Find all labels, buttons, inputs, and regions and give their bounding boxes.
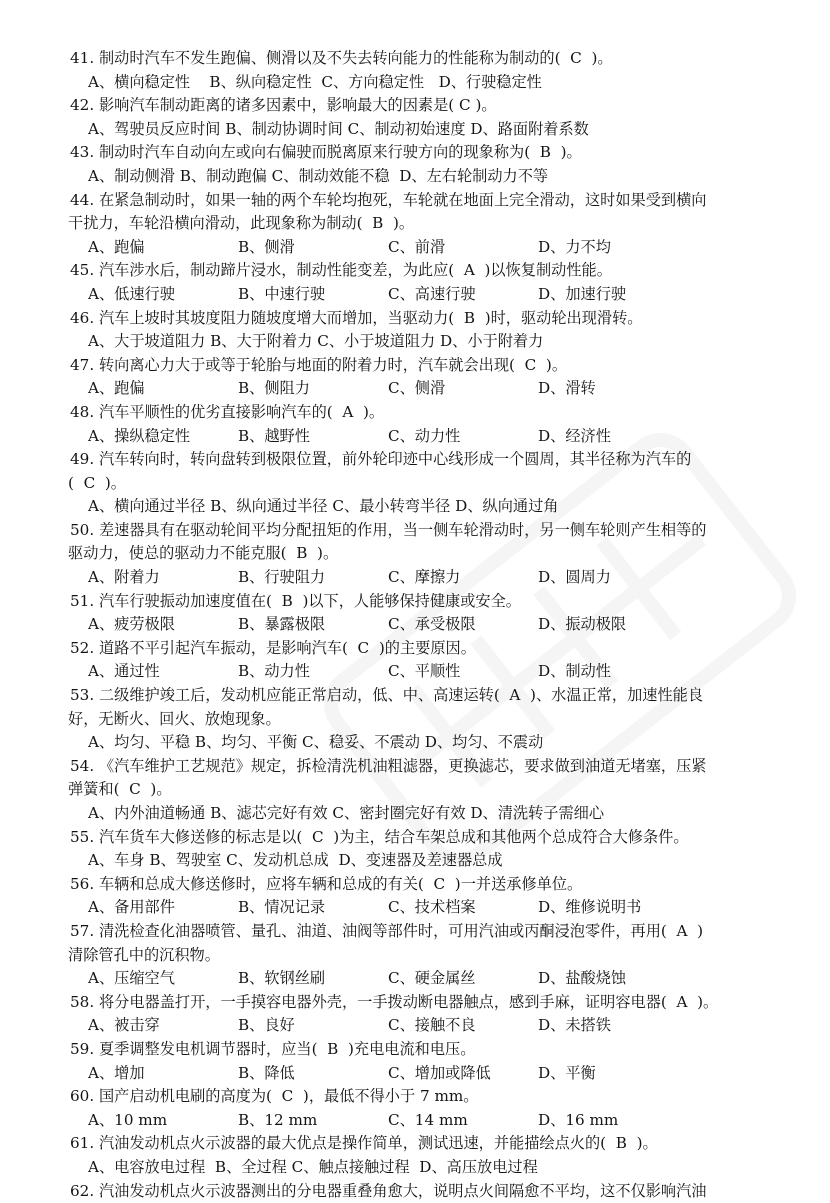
option-a: A、压缩空气 — [88, 967, 175, 991]
option-row — [68, 660, 788, 684]
question-text: 50. 差速器具有在驱动轮间平均分配扭矩的作用，当一侧车轮滑动时，另一侧车轮则产生相等的 — [68, 519, 788, 543]
option-b: B、中速行驶 — [238, 283, 325, 307]
question-text-continued: 弹簧和( C )。 — [68, 778, 788, 802]
question-text-continued: 干扰力，车轮沿横向滑动，此现象称为制动( B )。 — [68, 212, 788, 236]
option-row — [68, 613, 788, 637]
option-row: A、电容放电过程 B、全过程 C、触点接触过程 D、高压放电过程 — [68, 1156, 788, 1180]
option-a: A、10 mm — [88, 1109, 167, 1133]
option-a: A、通过性 — [88, 660, 160, 684]
option-c: C、承受极限 — [388, 613, 476, 637]
option-row: A、制动侧滑 B、制动跑偏 C、制动效能不稳 D、左右轮制动力不等 — [68, 165, 788, 189]
question-text: 58. 将分电器盖打开，一手摸容电器外壳，一手拨动断电器触点，感到手麻，证明容电器( A )。 — [68, 991, 788, 1015]
option-c: C、前滑 — [388, 236, 445, 260]
question-text: 51. 汽车行驶振动加速度值在( B )以下，人能够保持健康或安全。 — [68, 590, 788, 614]
option-c: C、高速行驶 — [388, 283, 476, 307]
question-text: 56. 车辆和总成大修送修时，应将车辆和总成的有关( C )一并送承修单位。 — [68, 873, 788, 897]
question-list — [68, 47, 788, 1203]
question-text: 57. 清洗检查化油器喷管、量孔、油道、油阀等部件时，可用汽油或丙酮浸泡零件，再用( A ) — [68, 920, 788, 944]
option-d: D、平衡 — [538, 1062, 596, 1086]
option-d: D、滑转 — [538, 377, 596, 401]
question-text-continued: 好，无断火、回火、放炮现象。 — [68, 708, 788, 732]
option-b: B、暴露极限 — [238, 613, 325, 637]
option-a: A、疲劳极限 — [88, 613, 175, 637]
option-row — [68, 377, 788, 401]
question-text: 61. 汽油发动机点火示波器的最大优点是操作简单，测试迅速，并能描绘点火的( B )。 — [68, 1132, 788, 1156]
option-c: C、摩擦力 — [388, 566, 460, 590]
option-b: B、降低 — [238, 1062, 295, 1086]
option-c: C、接触不良 — [388, 1014, 476, 1038]
option-d: D、未搭铁 — [538, 1014, 611, 1038]
option-c: C、技术档案 — [388, 896, 476, 920]
question-text: 41. 制动时汽车不发生跑偏、侧滑以及不失去转向能力的性能称为制动的( C )。 — [68, 47, 788, 71]
question-text: 44. 在紧急制动时，如果一轴的两个车轮均抱死，车轮就在地面上完全滑动，这时如果受到横向 — [68, 189, 788, 213]
option-d: D、盐酸烧蚀 — [538, 967, 626, 991]
option-b: B、越野性 — [238, 425, 310, 449]
option-a: A、低速行驶 — [88, 283, 175, 307]
option-a: A、增加 — [88, 1062, 145, 1086]
question-text: 55. 汽车货车大修送修的标志是以( C )为主，结合车架总成和其他两个总成符合大修条件。 — [68, 826, 788, 850]
option-row — [68, 1109, 788, 1133]
option-row — [68, 896, 788, 920]
option-row: A、横向通过半径 B、纵向通过半径 C、最小转弯半径 D、纵向通过角 — [68, 495, 788, 519]
question-text: 43. 制动时汽车自动向左或向右偏驶而脱离原来行驶方向的现象称为( B )。 — [68, 141, 788, 165]
option-row — [68, 566, 788, 590]
option-row: A、横向稳定性 B、纵向稳定性 C、方向稳定性 D、行驶稳定性 — [68, 71, 788, 95]
option-row: A、均匀、平稳 B、均匀、平衡 C、稳妥、不震动 D、均匀、不震动 — [68, 731, 788, 755]
question-text: 46. 汽车上坡时其坡度阻力随坡度增大而增加，当驱动力( B )时，驱动轮出现滑转。 — [68, 307, 788, 331]
option-d: D、振动极限 — [538, 613, 626, 637]
option-b: B、侧阻力 — [238, 377, 310, 401]
option-c: C、平顺性 — [388, 660, 460, 684]
question-text: 49. 汽车转向时，转向盘转到极限位置，前外轮印迹中心线形成一个圆周，其半径称为汽车的 — [68, 448, 788, 472]
option-b: B、动力性 — [238, 660, 310, 684]
question-text-continued: ( C )。 — [68, 472, 788, 496]
option-row — [68, 1062, 788, 1086]
option-a: A、备用部件 — [88, 896, 175, 920]
option-b: B、12 mm — [238, 1109, 317, 1133]
question-text: 52. 道路不平引起汽车振动，是影响汽车( C )的主要原因。 — [68, 637, 788, 661]
option-row: A、驾驶员反应时间 B、制动协调时间 C、制动初始速度 D、路面附着系数 — [68, 118, 788, 142]
option-row — [68, 967, 788, 991]
option-d: D、力不均 — [538, 236, 611, 260]
question-text: 54. 《汽车维护工艺规范》规定，拆检清洗机油粗滤器，更换滤芯，要求做到油道无堵塞，压紧 — [68, 755, 788, 779]
question-text: 60. 国产启动机电刷的高度为( C )，最低不得小于 7 mm。 — [68, 1085, 788, 1109]
option-d: D、16 mm — [538, 1109, 618, 1133]
option-row — [68, 425, 788, 449]
option-a: A、被击穿 — [88, 1014, 160, 1038]
option-row — [68, 283, 788, 307]
option-b: B、情况记录 — [238, 896, 325, 920]
option-row — [68, 236, 788, 260]
option-d: D、经济性 — [538, 425, 611, 449]
option-c: C、14 mm — [388, 1109, 468, 1133]
option-c: C、硬金属丝 — [388, 967, 476, 991]
option-a: A、附着力 — [88, 566, 160, 590]
option-b: B、侧滑 — [238, 236, 295, 260]
option-d: D、圆周力 — [538, 566, 611, 590]
option-b: B、软钢丝刷 — [238, 967, 325, 991]
question-text: 42. 影响汽车制动距离的诸多因素中，影响最大的因素是( C )。 — [68, 94, 788, 118]
option-d: D、制动性 — [538, 660, 611, 684]
option-a: A、跑偏 — [88, 236, 145, 260]
option-row: A、车身 B、驾驶室 C、发动机总成 D、变速器及差速器总成 — [68, 849, 788, 873]
question-text: 47. 转向离心力大于或等于轮胎与地面的附着力时，汽车就会出现( C )。 — [68, 354, 788, 378]
option-c: C、动力性 — [388, 425, 460, 449]
option-row: A、内外油道畅通 B、滤芯完好有效 C、密封圈完好有效 D、清洗转子需细心 — [68, 802, 788, 826]
option-row — [68, 1014, 788, 1038]
option-b: B、良好 — [238, 1014, 295, 1038]
option-a: A、操纵稳定性 — [88, 425, 190, 449]
option-c: C、增加或降低 — [388, 1062, 491, 1086]
question-text: 48. 汽车平顺性的优劣直接影响汽车的( A )。 — [68, 401, 788, 425]
option-d: D、维修说明书 — [538, 896, 641, 920]
question-text-continued: 清除管孔中的沉积物。 — [68, 944, 788, 968]
question-text: 45. 汽车涉水后，制动蹄片浸水，制动性能变差，为此应( A )以恢复制动性能。 — [68, 259, 788, 283]
option-d: D、加速行驶 — [538, 283, 626, 307]
option-b: B、行驶阻力 — [238, 566, 325, 590]
option-a: A、跑偏 — [88, 377, 145, 401]
question-text: 53. 二级维护竣工后，发动机应能正常启动，低、中、高速运转( A )、水温正常，加速性能良 — [68, 684, 788, 708]
question-text-continued: 驱动力，使总的驱动力不能克服( B )。 — [68, 542, 788, 566]
question-text: 62. 汽油发动机点火示波器测出的分电器重叠角愈大，说明点火间隔愈不平均，这不仅影响汽油 — [68, 1180, 788, 1203]
option-row: A、大于坡道阻力 B、大于附着力 C、小于坡道阻力 D、小于附着力 — [68, 330, 788, 354]
option-c: C、侧滑 — [388, 377, 445, 401]
question-text: 59. 夏季调整发电机调节器时，应当( B )充电电流和电压。 — [68, 1038, 788, 1062]
